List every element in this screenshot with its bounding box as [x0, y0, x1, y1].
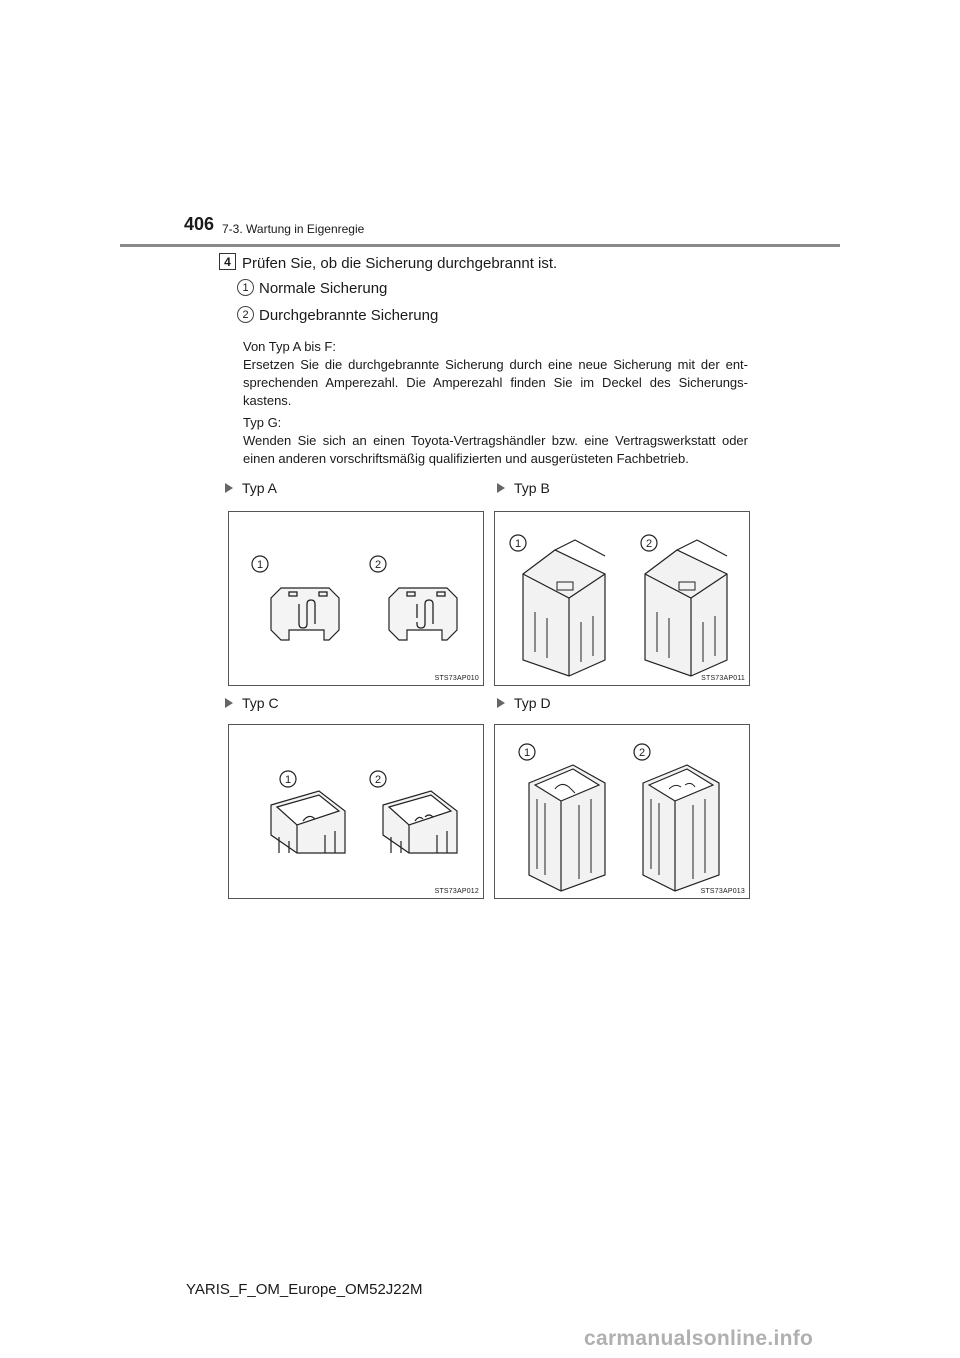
document-id: YARIS_F_OM_Europe_OM52J22M [186, 1281, 423, 1298]
callout-number: 2 [374, 559, 382, 571]
triangle-bullet-icon [497, 483, 505, 493]
figure-code: STS73AP011 [701, 675, 745, 682]
figure-type-b [494, 511, 750, 686]
callout-number: 1 [523, 747, 531, 759]
figure-type-a [228, 511, 484, 686]
callout-number: 2 [645, 538, 653, 550]
figure-code: STS73AP010 [434, 675, 479, 682]
callout-number: 1 [514, 538, 522, 550]
callout-1-icon: 1 [237, 279, 254, 296]
step-number-badge: 4 [219, 253, 236, 270]
label-type-c: Typ C [225, 695, 279, 711]
callout-2-icon: 2 [237, 306, 254, 323]
paragraph-type-a-f [243, 338, 748, 410]
callout-number: 1 [256, 559, 264, 571]
figure-type-d [494, 724, 750, 899]
fuse-type-c-illustration [229, 725, 485, 900]
triangle-bullet-icon [497, 698, 505, 708]
item-blown-fuse: Durchgebrannte Sicherung [259, 307, 439, 324]
watermark: carmanualsonline.info [584, 1327, 814, 1350]
paragraph-body: Wenden Sie sich an einen Toyota-Vertragshändler bzw. eine Vertragswerkstatt oder einen anderen vorschriftsmäßig qualifizierten und ausgerüsteten Fachbetrieb. [243, 433, 748, 466]
fuse-type-b-illustration [495, 512, 751, 687]
triangle-bullet-icon [225, 483, 233, 493]
step-instruction: Prüfen Sie, ob die Sicherung durchgebrannt ist. [242, 255, 558, 272]
label-type-a: Typ A [225, 480, 277, 496]
paragraph-heading: Typ G: [243, 415, 282, 430]
paragraph-type-g [243, 414, 748, 468]
paragraph-heading: Von Typ A bis F: [243, 339, 336, 354]
paragraph-body: Ersetzen Sie die durchgebrannte Sicherung durch eine neue Sicherung mit der ent-sprechenden Amperezahl. Die Amperezahl finden Sie im Deckel des Sicherungs-kastens. [243, 357, 748, 408]
triangle-bullet-icon [225, 698, 233, 708]
callout-number: 2 [638, 747, 646, 759]
figure-code: STS73AP013 [700, 888, 745, 895]
label-type-b: Typ B [497, 480, 550, 496]
fuse-type-d-illustration [495, 725, 751, 900]
figure-type-c [228, 724, 484, 899]
fuse-type-a-illustration [229, 512, 485, 687]
page-number: 406 [184, 214, 215, 234]
section-title: 7-3. Wartung in Eigenregie [222, 222, 365, 236]
callout-number: 1 [284, 774, 292, 786]
header-rule [120, 244, 840, 247]
label-type-d: Typ D [497, 695, 551, 711]
item-normal-fuse: Normale Sicherung [259, 280, 388, 297]
callout-number: 2 [374, 774, 382, 786]
figure-code: STS73AP012 [434, 888, 479, 895]
